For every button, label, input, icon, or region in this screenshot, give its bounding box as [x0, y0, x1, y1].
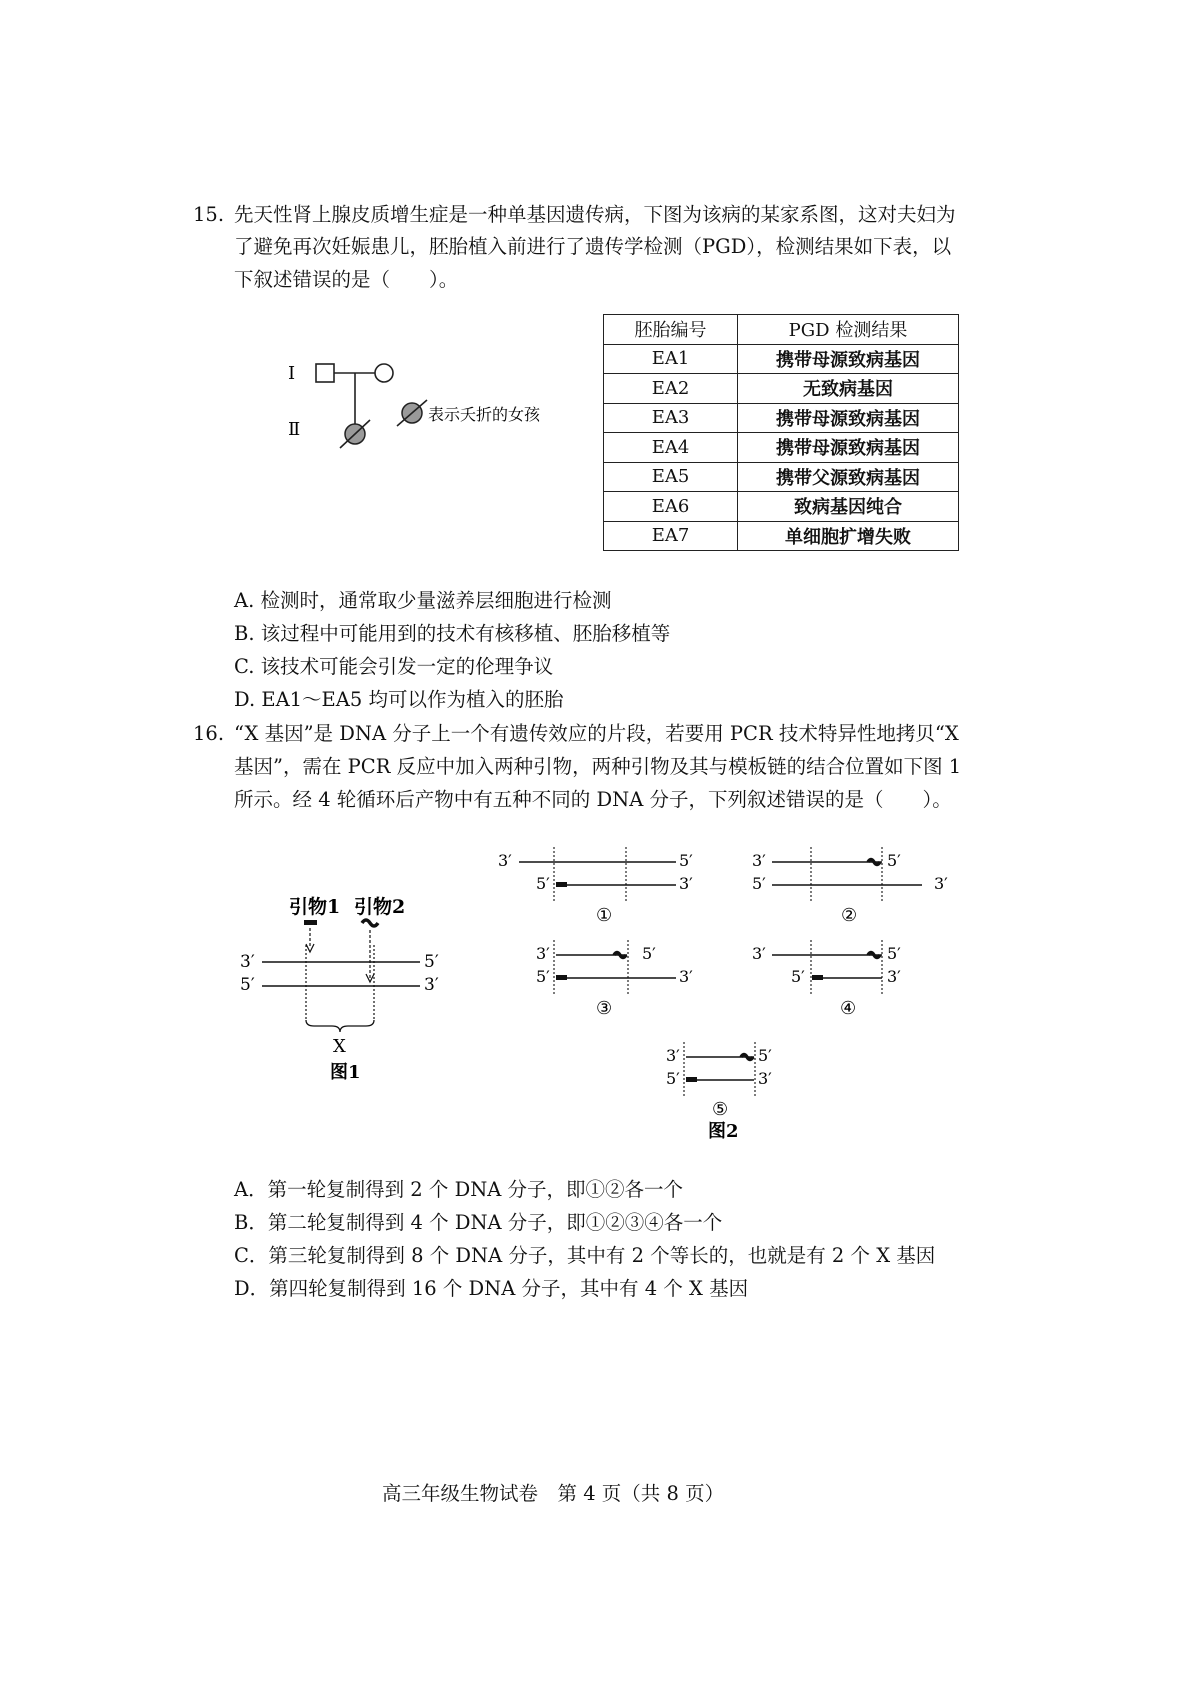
- top-strand-left-end: 3′: [240, 952, 255, 972]
- question-15-stem-line-2: 了避免再次妊娠患儿，胚胎植入前进行了遗传学检测（PGD），检测结果如下表，以: [234, 235, 952, 258]
- x-gene-label: X: [333, 1036, 346, 1057]
- question-16-stem-line-1: “X 基因”是 DNA 分子上一个有遗传效应的片段，若要用 PCR 技术特异性地拷贝“X: [234, 722, 959, 745]
- primer-1-mark: [686, 1077, 697, 1082]
- primer-1-label: 引物1: [289, 896, 341, 918]
- primer-2-mark: [868, 953, 880, 958]
- question-16-number: 16.: [193, 722, 225, 745]
- strand-end-label: 3′: [758, 1069, 772, 1088]
- table-cell-result: 致病基因纯合: [738, 492, 959, 522]
- table-row: [604, 344, 959, 374]
- primer-2-mark: [868, 860, 880, 865]
- strand-end-label: 3′: [934, 874, 948, 893]
- strand-end-label: 5′: [791, 967, 805, 986]
- table-cell-result: 携带母源致病基因: [738, 433, 959, 463]
- generation-2-label: Ⅱ: [288, 419, 301, 440]
- table-cell-result: 无致病基因: [738, 374, 959, 404]
- primer-1-mark: [812, 975, 823, 980]
- strand-end-label: 5′: [887, 944, 901, 963]
- table-cell-result: 携带母源致病基因: [738, 344, 959, 374]
- question-15-option-a[interactable]: A. 检测时，通常取少量滋养层细胞进行检测: [234, 589, 612, 612]
- figure-2-diagram: [494, 845, 974, 1145]
- page-footer: 高三年级生物试卷 第 4 页（共 8 页）: [382, 1482, 725, 1505]
- strand-end-label: 3′: [679, 967, 693, 986]
- strand-end-label: 5′: [758, 1046, 772, 1065]
- strand-end-label: 3′: [666, 1046, 680, 1065]
- primer-2-mark: [741, 1055, 753, 1060]
- bottom-strand-left-end: 5′: [240, 975, 255, 995]
- primer-1-mark: [556, 882, 567, 887]
- question-15-option-c[interactable]: C. 该技术可能会引发一定的伦理争议: [234, 655, 554, 678]
- molecule-4: [752, 940, 901, 1019]
- question-16-option-c[interactable]: C．第三轮复制得到 8 个 DNA 分子，其中有 2 个等长的，也就是有 2 个 X 基因: [234, 1244, 936, 1267]
- molecule-label-1: ①: [596, 905, 613, 926]
- father-square: [316, 364, 334, 382]
- table-cell-id: EA6: [604, 492, 738, 522]
- strand-end-label: 5′: [536, 874, 550, 893]
- mother-circle: [375, 364, 393, 382]
- table-cell-result: 携带母源致病基因: [738, 403, 959, 433]
- figure-1-diagram: [236, 890, 466, 1090]
- bottom-strand-right-end: 3′: [424, 975, 439, 995]
- strand-end-label: 3′: [498, 851, 512, 870]
- question-15-option-d[interactable]: D. EA1～EA5 均可以作为植入的胚胎: [234, 688, 564, 711]
- table-cell-result: 携带父源致病基因: [738, 462, 959, 492]
- strand-end-label: 3′: [752, 944, 766, 963]
- question-16-stem-line-3: 所示。经 4 轮循环后产物中有五种不同的 DNA 分子，下列叙述错误的是（ ）。: [234, 788, 952, 811]
- molecule-5: [666, 1042, 772, 1142]
- pgd-results-table: [603, 314, 959, 551]
- table-cell-id: EA4: [604, 433, 738, 463]
- question-16-option-b[interactable]: B．第二轮复制得到 4 个 DNA 分子，即①②③④各一个: [234, 1211, 723, 1234]
- strand-end-label: 5′: [642, 944, 656, 963]
- generation-1-label: Ⅰ: [288, 363, 296, 384]
- table-row: [604, 462, 959, 492]
- strand-end-label: 5′: [679, 851, 693, 870]
- question-15-number: 15.: [193, 203, 225, 226]
- strand-end-label: 5′: [666, 1069, 680, 1088]
- strand-end-label: 5′: [752, 874, 766, 893]
- strand-end-label: 3′: [887, 967, 901, 986]
- table-row: [604, 374, 959, 404]
- table-cell-id: EA2: [604, 374, 738, 404]
- legend-text: 表示夭折的女孩: [428, 405, 541, 424]
- strand-end-label: 3′: [679, 874, 693, 893]
- table-cell-id: EA7: [604, 521, 738, 551]
- molecule-label-5: ⑤: [712, 1099, 729, 1120]
- table-row: [604, 492, 959, 522]
- question-15-stem-line-3: 下叙述错误的是（ ）。: [234, 268, 459, 291]
- molecule-label-3: ③: [596, 998, 613, 1019]
- primer-2-label: 引物2: [354, 896, 406, 918]
- question-15-stem-line-1: 先天性肾上腺皮质增生症是一种单基因遗传病，下图为该病的某家系图，这对夫妇为: [234, 203, 956, 226]
- question-16-option-a[interactable]: A．第一轮复制得到 2 个 DNA 分子，即①②各一个: [234, 1178, 684, 1201]
- table-header-pgd-result: PGD 检测结果: [738, 315, 959, 345]
- table-row: [604, 403, 959, 433]
- table-header-row: [604, 315, 959, 345]
- strand-end-label: 3′: [536, 944, 550, 963]
- molecule-3: [536, 940, 693, 1019]
- molecule-label-4: ④: [840, 998, 857, 1019]
- figure-1-caption: 图1: [330, 1062, 361, 1083]
- table-row: [604, 433, 959, 463]
- molecule-2: [752, 847, 948, 926]
- primer-2-mark: [362, 920, 378, 926]
- pedigree-chart: [270, 350, 590, 490]
- strand-end-label: 3′: [752, 851, 766, 870]
- x-brace: [306, 1020, 374, 1032]
- question-16-stem-line-2: 基因”，需在 PCR 反应中加入两种引物，两种引物及其与模板链的结合位置如下图 1: [234, 755, 962, 778]
- molecule-label-2: ②: [841, 905, 858, 926]
- question-15-option-b[interactable]: B. 该过程中可能用到的技术有核移植、胚胎移植等: [234, 622, 671, 645]
- molecule-1: [498, 847, 693, 926]
- primer-2-mark: [614, 953, 626, 958]
- figure-2-caption: 图2: [708, 1121, 739, 1142]
- table-cell-result: 单细胞扩增失败: [738, 521, 959, 551]
- top-strand-right-end: 5′: [424, 952, 439, 972]
- primer-1-mark: [556, 975, 567, 980]
- primer-1-mark: [304, 920, 317, 925]
- strand-end-label: 5′: [887, 851, 901, 870]
- table-header-embryo-id: 胚胎编号: [604, 315, 738, 345]
- table-row: [604, 521, 959, 551]
- question-16-option-d[interactable]: D．第四轮复制得到 16 个 DNA 分子，其中有 4 个 X 基因: [234, 1277, 749, 1300]
- table-cell-id: EA5: [604, 462, 738, 492]
- strand-end-label: 5′: [536, 967, 550, 986]
- table-cell-id: EA1: [604, 344, 738, 374]
- table-cell-id: EA3: [604, 403, 738, 433]
